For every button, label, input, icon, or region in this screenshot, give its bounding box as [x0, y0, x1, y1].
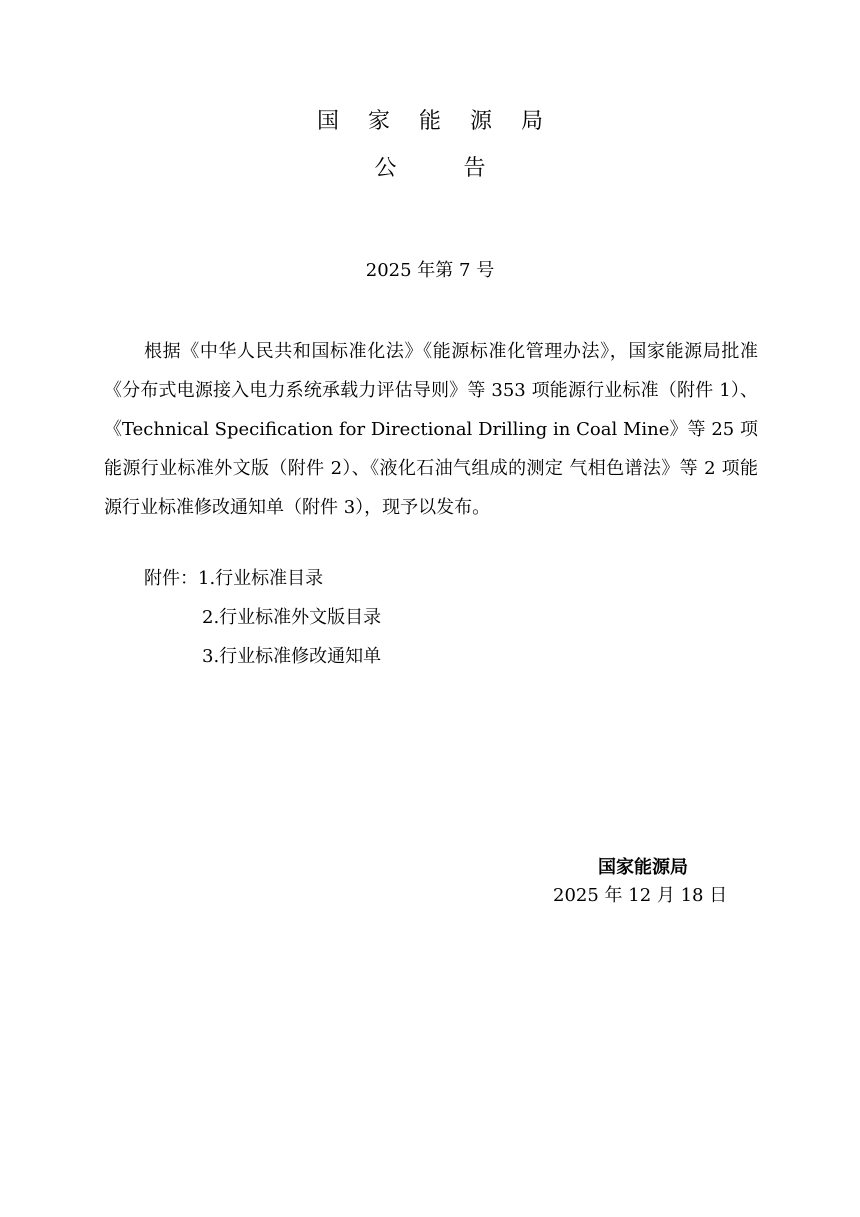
document-number: 2025 年第 7 号	[365, 260, 495, 281]
attachment-label: 附件：	[144, 568, 198, 589]
agency-title: 国 家 能 源 局	[317, 109, 554, 134]
attachment-item: 3.行业标准修改通知单	[202, 646, 382, 667]
attachment-row-3	[144, 637, 381, 676]
attachment-row-2	[144, 598, 381, 637]
attachment-list	[144, 559, 381, 676]
issue-date: 2025 年 12 月 18 日	[553, 885, 728, 906]
attachment-item: 1.行业标准目录	[198, 568, 324, 589]
signature-agency: 国家能源局	[598, 857, 688, 878]
attachment-item: 2.行业标准外文版目录	[202, 607, 382, 628]
announcement-paragraph: 根据《中华人民共和国标准化法》《能源标准化管理办法》，国家能源局批准《分布式电源接入电力系统承载力评估导则》等 353 项能源行业标准（附件 1）、《Technical Specification for Directional Drilling in Coal Mine》等 25 项能源行业标准外文版（附件 2）、《液化石油气组成的测定 气相色谱法》等 2 项能源行业标准修改通知单（附件 3），现予以发布。	[104, 341, 758, 518]
attachment-row-1	[144, 559, 381, 598]
document-type-title: 公 告	[374, 156, 516, 181]
